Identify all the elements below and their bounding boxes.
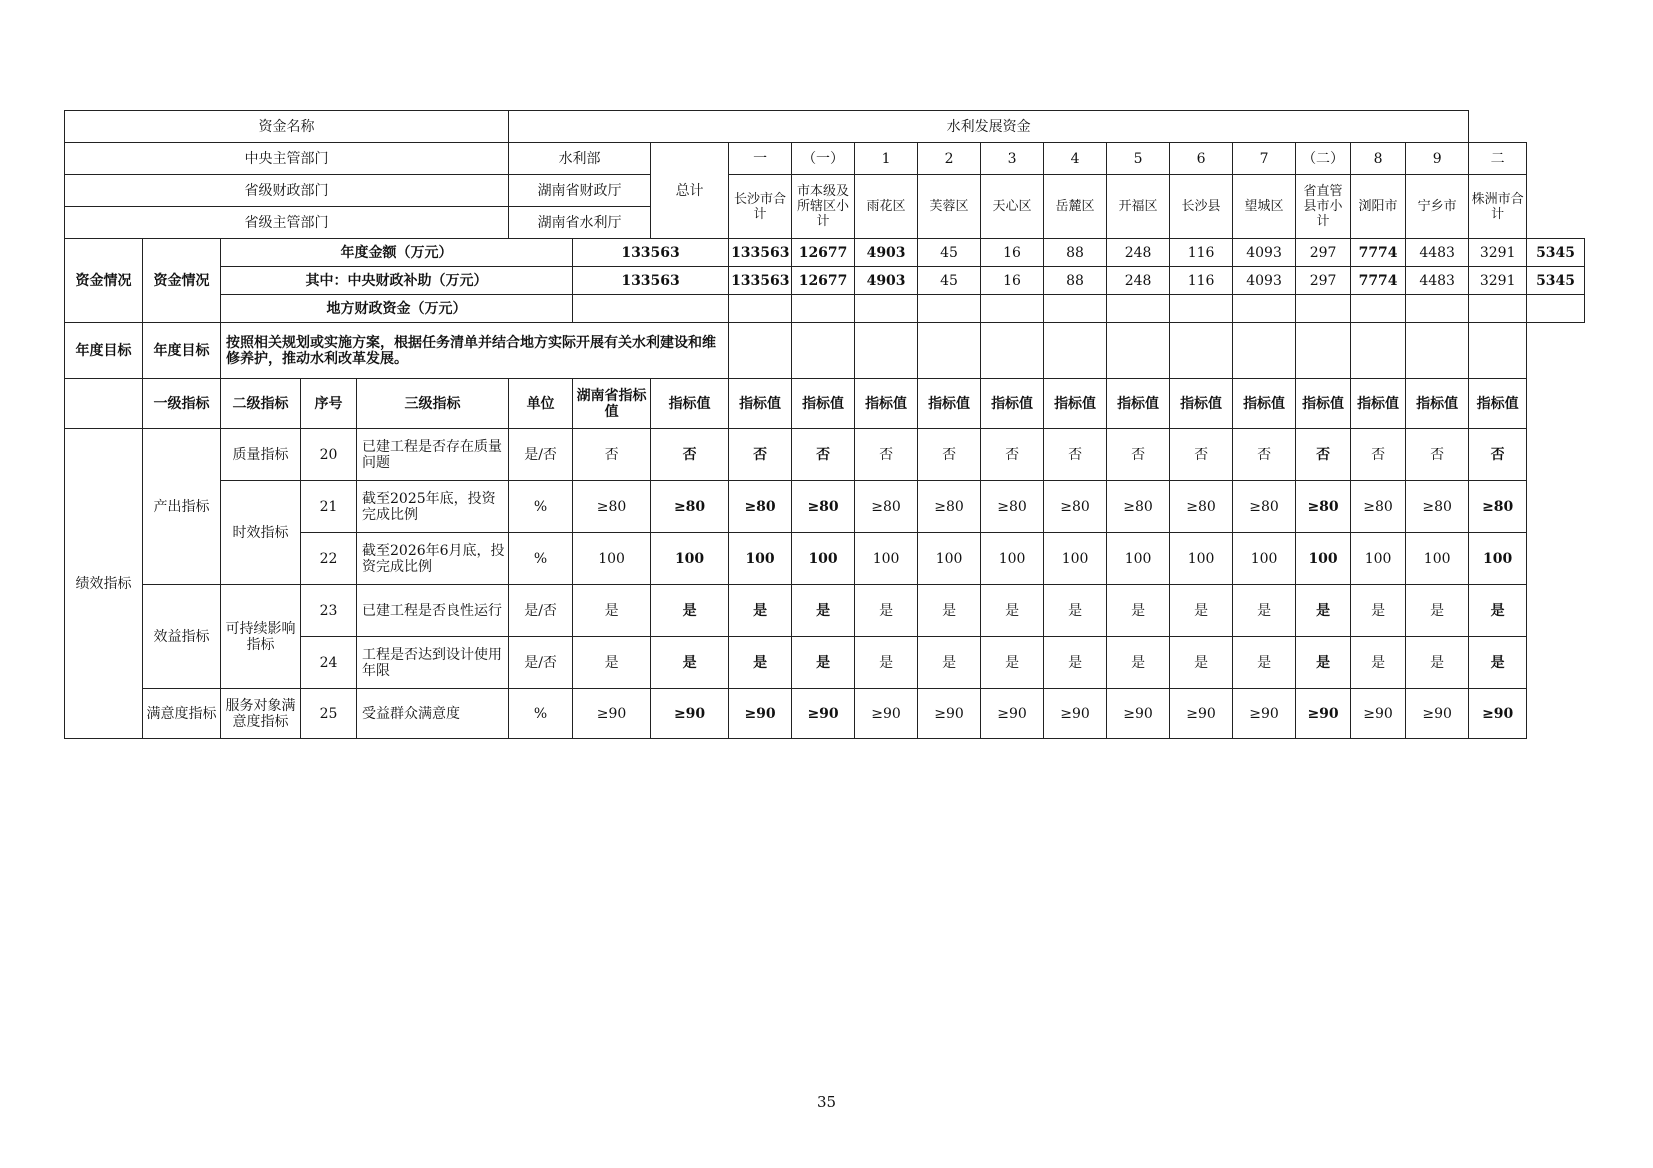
local-funds-cell — [1351, 295, 1406, 323]
fund-name-row — [65, 111, 1585, 143]
level2-header: 二级指标 — [221, 379, 301, 429]
central-subsidy-cell: 45 — [918, 267, 981, 295]
column-region-name: 长沙市合计 — [729, 175, 792, 239]
column-seq: 一 — [729, 143, 792, 175]
local-funds-row — [65, 295, 1585, 323]
funding-group-label-1: 资金情况 — [65, 239, 143, 323]
indicator-unit: 是/否 — [509, 585, 573, 637]
indicator-unit: % — [509, 481, 573, 533]
annual-amount-row — [65, 239, 1585, 267]
value-header: 指标值 — [918, 379, 981, 429]
total-column-header: 总计 — [651, 143, 729, 239]
column-seq: （二） — [1296, 143, 1351, 175]
local-funds-main — [573, 295, 729, 323]
indicator-value-cell: ≥80 — [1233, 481, 1296, 533]
indicator-value-cell: 100 — [729, 533, 792, 585]
prov-finance-row — [65, 175, 1585, 207]
indicator-value-cell: 否 — [651, 429, 729, 481]
annual-amount-cell: 88 — [1044, 239, 1107, 267]
central-dept-value: 水利部 — [509, 143, 651, 175]
level3-header: 三级指标 — [357, 379, 509, 429]
annual-amount-cell: 4903 — [855, 239, 918, 267]
column-region-name: 雨花区 — [855, 175, 918, 239]
annual-amount-cell: 248 — [1107, 239, 1170, 267]
value-header: 指标值 — [1406, 379, 1469, 429]
indicator-value-cell: 是 — [729, 637, 792, 689]
column-region-name: 长沙县 — [1170, 175, 1233, 239]
prov-indicator-value: ≥90 — [573, 689, 651, 739]
indicator-value-cell: 是 — [1296, 637, 1351, 689]
indicator-value-cell: 100 — [855, 533, 918, 585]
indicator-value-cell: 是 — [918, 637, 981, 689]
goal-label-2: 年度目标 — [143, 323, 221, 379]
indicator-value-cell: 100 — [918, 533, 981, 585]
indicator-value-cell: 100 — [1296, 533, 1351, 585]
value-header: 指标值 — [1044, 379, 1107, 429]
indicator-value-cell: 100 — [1233, 533, 1296, 585]
goal-blank-cell — [792, 323, 855, 379]
indicator-unit: % — [509, 533, 573, 585]
local-funds-label: 地方财政资金（万元） — [221, 295, 573, 323]
indicator-value-cell: 是 — [1469, 637, 1527, 689]
column-region-name: 市本级及所辖区小计 — [792, 175, 855, 239]
local-funds-cell — [1527, 295, 1585, 323]
column-seq: 4 — [1044, 143, 1107, 175]
prov-finance-label: 省级财政部门 — [65, 175, 509, 207]
indicator-value-cell: 否 — [1469, 429, 1527, 481]
benefit-indicator-label: 效益指标 — [143, 585, 221, 689]
central-subsidy-cell: 16 — [981, 267, 1044, 295]
indicator-value-cell: 否 — [729, 429, 792, 481]
indicator-row-25 — [65, 689, 1585, 739]
indicator-value-cell: 是 — [1170, 585, 1233, 637]
goal-blank-cell — [1296, 323, 1351, 379]
indicator-header-blank — [65, 379, 143, 429]
indicator-value-cell: 否 — [1406, 429, 1469, 481]
annual-amount-total: 133563 — [729, 239, 792, 267]
indicator-row-23 — [65, 585, 1585, 637]
prov-indicator-value: 否 — [573, 429, 651, 481]
indicator-value-cell: 是 — [651, 585, 729, 637]
indicator-value-cell: 是 — [981, 637, 1044, 689]
indicator-value-cell: ≥90 — [651, 689, 729, 739]
central-subsidy-cell: 5345 — [1527, 267, 1585, 295]
goal-blank-cell — [918, 323, 981, 379]
indicator-value-cell: ≥90 — [729, 689, 792, 739]
local-funds-cell — [855, 295, 918, 323]
indicator-value-cell: 100 — [1351, 533, 1406, 585]
local-funds-cell — [1107, 295, 1170, 323]
column-region-name: 浏阳市 — [1351, 175, 1406, 239]
goal-text: 按照相关规划或实施方案，根据任务清单并结合地方实际开展有关水利建设和维修养护，推动水利改革发展。 — [221, 323, 729, 379]
prov-indicator-value: 是 — [573, 585, 651, 637]
indicator-value-cell: ≥90 — [1351, 689, 1406, 739]
indicator-value-cell: 是 — [1351, 637, 1406, 689]
value-header: 指标值 — [1469, 379, 1527, 429]
central-subsidy-cell: 248 — [1107, 267, 1170, 295]
indicator-seq: 23 — [301, 585, 357, 637]
column-seq: （一） — [792, 143, 855, 175]
indicator-value-cell: 是 — [1107, 585, 1170, 637]
indicator-value-cell: 是 — [1107, 637, 1170, 689]
column-region-name: 芙蓉区 — [918, 175, 981, 239]
central-dept-row — [65, 143, 1585, 175]
indicator-value-cell: ≥90 — [855, 689, 918, 739]
indicator-value-cell: ≥80 — [918, 481, 981, 533]
prov-value-header: 湖南省指标值 — [573, 379, 651, 429]
column-region-name: 天心区 — [981, 175, 1044, 239]
indicator-value-cell: ≥90 — [1170, 689, 1233, 739]
indicator-value-cell: ≥90 — [1469, 689, 1527, 739]
indicator-name: 受益群众满意度 — [357, 689, 509, 739]
indicator-seq: 20 — [301, 429, 357, 481]
indicator-unit: % — [509, 689, 573, 739]
indicator-value-cell: 是 — [1296, 585, 1351, 637]
column-region-name: 开福区 — [1107, 175, 1170, 239]
value-header: 指标值 — [1233, 379, 1296, 429]
indicator-value-cell: 否 — [1170, 429, 1233, 481]
indicator-unit: 是/否 — [509, 637, 573, 689]
table-body — [65, 111, 1585, 739]
indicator-seq: 22 — [301, 533, 357, 585]
column-seq: 3 — [981, 143, 1044, 175]
annual-amount-cell: 297 — [1296, 239, 1351, 267]
service-satisfaction-label: 服务对象满意度指标 — [221, 689, 301, 739]
satisfaction-indicator-label: 满意度指标 — [143, 689, 221, 739]
local-funds-cell — [1406, 295, 1469, 323]
central-subsidy-total: 133563 — [729, 267, 792, 295]
local-funds-cell — [918, 295, 981, 323]
indicator-value-cell: ≥90 — [918, 689, 981, 739]
annual-amount-cell: 3291 — [1469, 239, 1527, 267]
indicator-value-cell: ≥80 — [1044, 481, 1107, 533]
indicator-value-cell: ≥90 — [1406, 689, 1469, 739]
indicator-value-cell: 100 — [792, 533, 855, 585]
indicator-value-cell: 是 — [1170, 637, 1233, 689]
central-subsidy-cell: 88 — [1044, 267, 1107, 295]
indicator-row-20 — [65, 429, 1585, 481]
prov-indicator-value: 100 — [573, 533, 651, 585]
indicator-value-cell: ≥80 — [1406, 481, 1469, 533]
indicator-value-cell: 否 — [918, 429, 981, 481]
performance-target-table — [64, 110, 1585, 739]
indicator-value-cell: 100 — [981, 533, 1044, 585]
goal-blank-cell — [729, 323, 792, 379]
output-indicator-label: 产出指标 — [143, 429, 221, 585]
local-funds-cell — [1044, 295, 1107, 323]
column-region-name: 宁乡市 — [1406, 175, 1469, 239]
indicator-unit: 是/否 — [509, 429, 573, 481]
indicator-value-cell: 100 — [1170, 533, 1233, 585]
central-dept-label: 中央主管部门 — [65, 143, 509, 175]
indicator-value-cell: ≥90 — [1044, 689, 1107, 739]
indicator-value-cell: 100 — [651, 533, 729, 585]
prov-indicator-value: 是 — [573, 637, 651, 689]
annual-amount-cell: 4483 — [1406, 239, 1469, 267]
central-subsidy-cell: 7774 — [1351, 267, 1406, 295]
prov-admin-value: 湖南省水利厅 — [509, 207, 651, 239]
indicator-value-cell: ≥80 — [981, 481, 1044, 533]
central-subsidy-row — [65, 267, 1585, 295]
indicator-value-cell: ≥90 — [792, 689, 855, 739]
annual-amount-label: 年度金额（万元） — [221, 239, 573, 267]
value-header: 指标值 — [1296, 379, 1351, 429]
funding-group-label-2: 资金情况 — [143, 239, 221, 323]
indicator-value-cell: 是 — [1406, 585, 1469, 637]
value-header: 指标值 — [792, 379, 855, 429]
indicator-value-cell: 是 — [981, 585, 1044, 637]
indicator-seq: 24 — [301, 637, 357, 689]
goal-blank-cell — [981, 323, 1044, 379]
indicator-value-cell: 100 — [1469, 533, 1527, 585]
indicator-value-cell: 是 — [792, 585, 855, 637]
annual-amount-cell: 5345 — [1527, 239, 1585, 267]
indicator-header-row — [65, 379, 1585, 429]
indicator-value-cell: ≥80 — [1170, 481, 1233, 533]
indicator-seq: 21 — [301, 481, 357, 533]
indicator-value-cell: 100 — [1044, 533, 1107, 585]
indicator-value-cell: 是 — [1406, 637, 1469, 689]
column-seq: 6 — [1170, 143, 1233, 175]
goal-label-1: 年度目标 — [65, 323, 143, 379]
indicator-value-cell: ≥80 — [792, 481, 855, 533]
indicator-value-cell: 否 — [855, 429, 918, 481]
seq-header: 序号 — [301, 379, 357, 429]
timeliness-indicator-label: 时效指标 — [221, 481, 301, 585]
column-seq: 8 — [1351, 143, 1406, 175]
indicator-value-cell: 是 — [1233, 637, 1296, 689]
column-region-name: 省直管县市小计 — [1296, 175, 1351, 239]
indicator-value-cell: ≥80 — [1107, 481, 1170, 533]
value-header: 指标值 — [855, 379, 918, 429]
local-funds-cell — [1233, 295, 1296, 323]
indicator-value-cell: ≥90 — [1296, 689, 1351, 739]
indicator-value-cell: ≥80 — [1296, 481, 1351, 533]
fund-name-value: 水利发展资金 — [509, 111, 1469, 143]
local-funds-total — [729, 295, 792, 323]
indicator-value-cell: 100 — [1107, 533, 1170, 585]
value-header: 指标值 — [1351, 379, 1406, 429]
local-funds-cell — [981, 295, 1044, 323]
column-seq: 5 — [1107, 143, 1170, 175]
central-subsidy-main: 133563 — [573, 267, 729, 295]
indicator-value-cell: 100 — [1406, 533, 1469, 585]
central-subsidy-cell: 116 — [1170, 267, 1233, 295]
prov-indicator-value: ≥80 — [573, 481, 651, 533]
indicator-value-cell: ≥90 — [1233, 689, 1296, 739]
annual-amount-main: 133563 — [573, 239, 729, 267]
indicator-value-cell: 是 — [651, 637, 729, 689]
indicator-value-cell: 是 — [1233, 585, 1296, 637]
indicator-row-21 — [65, 481, 1585, 533]
column-region-name: 望城区 — [1233, 175, 1296, 239]
indicator-value-cell: 是 — [1351, 585, 1406, 637]
local-funds-cell — [792, 295, 855, 323]
column-seq: 二 — [1469, 143, 1527, 175]
value-header: 指标值 — [1107, 379, 1170, 429]
indicator-name: 工程是否达到设计使用年限 — [357, 637, 509, 689]
indicator-value-cell: 否 — [1351, 429, 1406, 481]
sustain-indicator-label: 可持续影响指标 — [221, 585, 301, 689]
column-seq: 2 — [918, 143, 981, 175]
prov-admin-label: 省级主管部门 — [65, 207, 509, 239]
annual-amount-cell: 116 — [1170, 239, 1233, 267]
central-subsidy-cell: 297 — [1296, 267, 1351, 295]
fund-name-label: 资金名称 — [65, 111, 509, 143]
goal-blank-cell — [855, 323, 918, 379]
column-seq: 1 — [855, 143, 918, 175]
indicator-value-cell: 是 — [855, 637, 918, 689]
column-region-name: 岳麓区 — [1044, 175, 1107, 239]
quality-indicator-label: 质量指标 — [221, 429, 301, 481]
column-seq: 9 — [1406, 143, 1469, 175]
indicator-name: 已建工程是否存在质量问题 — [357, 429, 509, 481]
annual-goal-row — [65, 323, 1585, 379]
indicator-value-cell: 否 — [1107, 429, 1170, 481]
column-region-name: 株洲市合计 — [1469, 175, 1527, 239]
local-funds-cell — [1296, 295, 1351, 323]
annual-amount-cell: 45 — [918, 239, 981, 267]
central-subsidy-cell: 12677 — [792, 267, 855, 295]
central-subsidy-cell: 4093 — [1233, 267, 1296, 295]
indicator-value-cell: ≥90 — [981, 689, 1044, 739]
indicator-value-cell: ≥80 — [1351, 481, 1406, 533]
unit-header: 单位 — [509, 379, 573, 429]
goal-blank-cell — [1170, 323, 1233, 379]
indicator-name: 已建工程是否良性运行 — [357, 585, 509, 637]
performance-label: 绩效指标 — [65, 429, 143, 739]
goal-blank-cell — [1107, 323, 1170, 379]
annual-amount-cell: 7774 — [1351, 239, 1406, 267]
indicator-value-cell: 否 — [981, 429, 1044, 481]
prov-finance-value: 湖南省财政厅 — [509, 175, 651, 207]
indicator-value-cell: ≥80 — [651, 481, 729, 533]
indicator-value-cell: 是 — [1044, 585, 1107, 637]
column-seq: 7 — [1233, 143, 1296, 175]
value-header: 指标值 — [729, 379, 792, 429]
indicator-value-cell: 是 — [1044, 637, 1107, 689]
indicator-seq: 25 — [301, 689, 357, 739]
central-subsidy-cell: 4903 — [855, 267, 918, 295]
page-number: 35 — [816, 1093, 837, 1111]
value-header: 指标值 — [981, 379, 1044, 429]
indicator-value-cell: 是 — [729, 585, 792, 637]
value-header: 指标值 — [651, 379, 729, 429]
local-funds-cell — [1469, 295, 1527, 323]
indicator-value-cell: 是 — [792, 637, 855, 689]
indicator-value-cell: 否 — [792, 429, 855, 481]
goal-blank-cell — [1351, 323, 1406, 379]
indicator-value-cell: ≥80 — [855, 481, 918, 533]
goal-blank-cell — [1233, 323, 1296, 379]
annual-amount-cell: 12677 — [792, 239, 855, 267]
indicator-name: 截至2026年6月底，投资完成比例 — [357, 533, 509, 585]
annual-amount-cell: 16 — [981, 239, 1044, 267]
indicator-value-cell: ≥80 — [729, 481, 792, 533]
indicator-value-cell: 否 — [1296, 429, 1351, 481]
central-subsidy-cell: 3291 — [1469, 267, 1527, 295]
level1-header: 一级指标 — [143, 379, 221, 429]
indicator-value-cell: 否 — [1233, 429, 1296, 481]
central-subsidy-label: 其中：中央财政补助（万元） — [221, 267, 573, 295]
indicator-value-cell: 是 — [855, 585, 918, 637]
indicator-value-cell: 是 — [918, 585, 981, 637]
indicator-value-cell: 是 — [1469, 585, 1527, 637]
goal-blank-cell — [1044, 323, 1107, 379]
goal-blank-cell — [1469, 323, 1527, 379]
central-subsidy-cell: 4483 — [1406, 267, 1469, 295]
goal-blank-cell — [1406, 323, 1469, 379]
value-header: 指标值 — [1170, 379, 1233, 429]
annual-amount-cell: 4093 — [1233, 239, 1296, 267]
local-funds-cell — [1170, 295, 1233, 323]
indicator-name: 截至2025年底，投资完成比例 — [357, 481, 509, 533]
indicator-value-cell: ≥80 — [1469, 481, 1527, 533]
indicator-value-cell: 否 — [1044, 429, 1107, 481]
indicator-value-cell: ≥90 — [1107, 689, 1170, 739]
